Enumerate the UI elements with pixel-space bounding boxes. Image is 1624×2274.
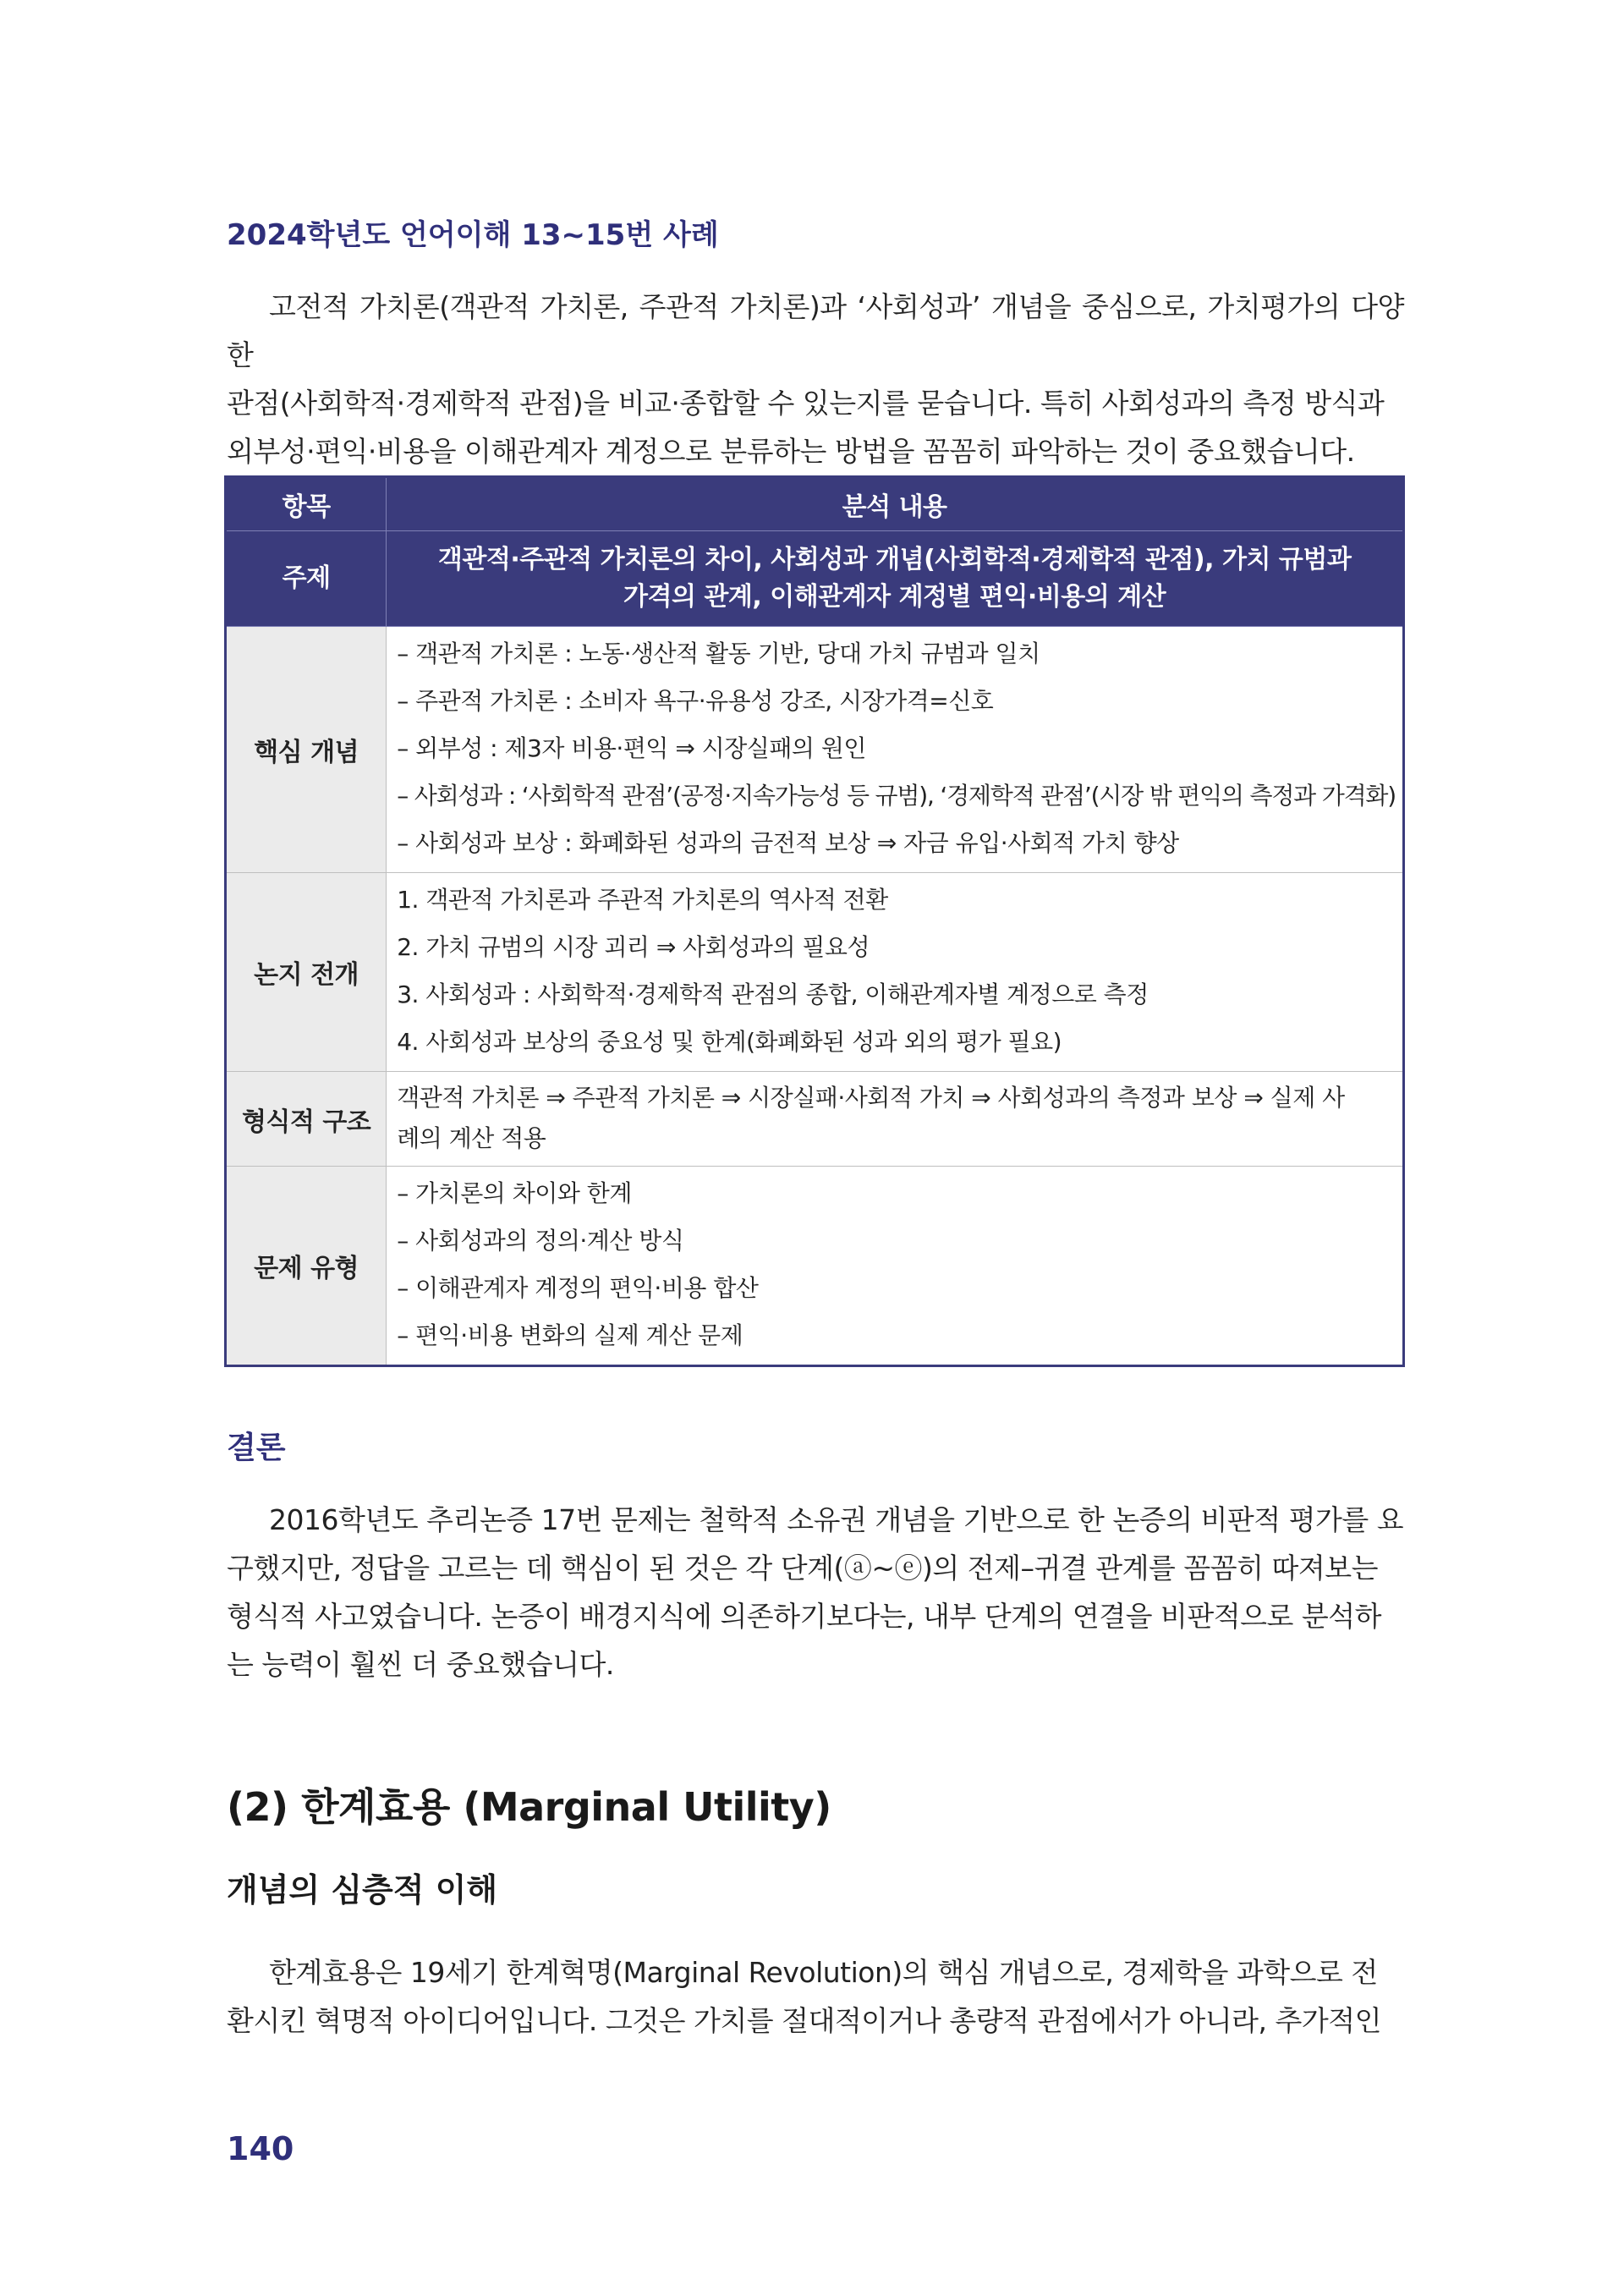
section-heading: (2) 한계효용 (Marginal Utility) (227, 1784, 831, 1830)
intro-line: 관점(사회학적·경제학적 관점)을 비교·종합할 수 있는지를 묻습니다. 특히 사회성과의 측정 방식과 (227, 387, 1385, 420)
table-row-formal-structure (226, 1072, 1404, 1167)
header-item: 항목 (226, 477, 387, 531)
topic-line: 가격의 관계, 이해관계자 계정별 편익·비용의 계산 (623, 582, 1166, 612)
table-row-question-types (226, 1167, 1404, 1366)
struct-line: 객관적 가치론 ⇒ 주관적 가치론 ⇒ 시장실패·사회적 가치 ⇒ 사회성과의 측정과 보상 ⇒ 실제 사 (397, 1083, 1345, 1112)
table-row-core-concepts (226, 627, 1404, 873)
core-item: – 외부성 : 제3자 비용·편익 ⇒ 시장실패의 원인 (397, 734, 866, 762)
case-heading: 2024학년도 언어이해 13~15번 사례 (227, 218, 719, 252)
subsection-heading: 개념의 심층적 이해 (227, 1871, 498, 1909)
analysis-table (224, 475, 1405, 1367)
conclusion-line: 는 능력이 훨씬 더 중요했습니다. (227, 1648, 614, 1681)
struct-content (387, 1072, 1404, 1167)
dev-item: 4. 사회성과 보상의 중요성 및 한계(화폐화된 성과 외의 평가 필요) (397, 1028, 1062, 1056)
struct-label: 형식적 구조 (226, 1072, 387, 1167)
dev-label: 논지 전개 (226, 873, 387, 1072)
conclusion-heading: 결론 (227, 1431, 286, 1465)
table-row-topic (226, 531, 1404, 627)
struct-line: 례의 계산 적용 (397, 1123, 546, 1152)
intro-paragraph (227, 283, 1404, 475)
type-label: 문제 유형 (226, 1167, 387, 1366)
page-number: 140 (227, 2130, 294, 2167)
conclusion-line: 형식적 사고였습니다. 논증이 배경지식에 의존하기보다는, 내부 단계의 연결을 비판적으로 분석하 (227, 1600, 1382, 1633)
core-item: – 객관적 가치론 : 노동·생산적 활동 기반, 당대 가치 규범과 일치 (397, 640, 1040, 667)
dev-content (387, 873, 1404, 1072)
intro-line: 고전적 가치론(객관적 가치론, 주관적 가치론)과 ‘사회성과’ 개념을 중심으로, 가치평가의 다양한 (227, 290, 1404, 371)
core-label: 핵심 개념 (226, 627, 387, 873)
table-header-row (226, 477, 1404, 531)
dev-item: 1. 객관적 가치론과 주관적 가치론의 역사적 전환 (397, 886, 888, 914)
conclusion-paragraph (227, 1496, 1404, 1689)
core-item: – 사회성과 : ‘사회학적 관점’(공정·지속가능성 등 규범), ‘경제학적 관점’(시장 밖 편익의 측정과 가격화) (397, 782, 1396, 810)
core-item: – 사회성과 보상 : 화폐화된 성과의 금전적 보상 ⇒ 자금 유입·사회적 가치 향상 (397, 829, 1179, 857)
type-item: – 이해관계자 계정의 편익·비용 합산 (397, 1274, 759, 1302)
body-paragraph (227, 1948, 1404, 2045)
topic-line: 객관적·주관적 가치론의 차이, 사회성과 개념(사회학적·경제학적 관점), 가치 규범과 (437, 545, 1352, 574)
dev-item: 3. 사회성과 : 사회학적·경제학적 관점의 종합, 이해관계자별 계정으로 측정 (397, 980, 1149, 1008)
header-content: 분석 내용 (387, 477, 1404, 531)
dev-item: 2. 가치 규범의 시장 괴리 ⇒ 사회성과의 필요성 (397, 933, 870, 961)
table-row-argument-development (226, 873, 1404, 1072)
topic-label: 주제 (226, 531, 387, 627)
topic-content (387, 531, 1404, 627)
type-item: – 편익·비용 변화의 실제 계산 문제 (397, 1321, 743, 1349)
core-content (387, 627, 1404, 873)
body-line: 환시킨 혁명적 아이디어입니다. 그것은 가치를 절대적이거나 총량적 관점에서가 아니라, 추가적인 (227, 2004, 1382, 2037)
conclusion-line: 구했지만, 정답을 고르는 데 핵심이 된 것은 각 단계(ⓐ~ⓔ)의 전제–귀결 관계를 꼼꼼히 따져보는 (227, 1552, 1378, 1585)
intro-line: 외부성·편익·비용을 이해관계자 계정으로 분류하는 방법을 꼼꼼히 파악하는 것이 중요했습니다. (227, 435, 1355, 468)
type-item: – 가치론의 차이와 한계 (397, 1179, 632, 1207)
conclusion-line: 2016학년도 추리논증 17번 문제는 철학적 소유권 개념을 기반으로 한 논증의 비판적 평가를 요 (269, 1503, 1404, 1536)
body-line: 한계효용은 19세기 한계혁명(Marginal Revolution)의 핵심 개념으로, 경제학을 과학으로 전 (269, 1956, 1378, 1989)
core-item: – 주관적 가치론 : 소비자 욕구·유용성 강조, 시장가격=신호 (397, 687, 994, 715)
type-item: – 사회성과의 정의·계산 방식 (397, 1227, 684, 1255)
type-content (387, 1167, 1404, 1366)
